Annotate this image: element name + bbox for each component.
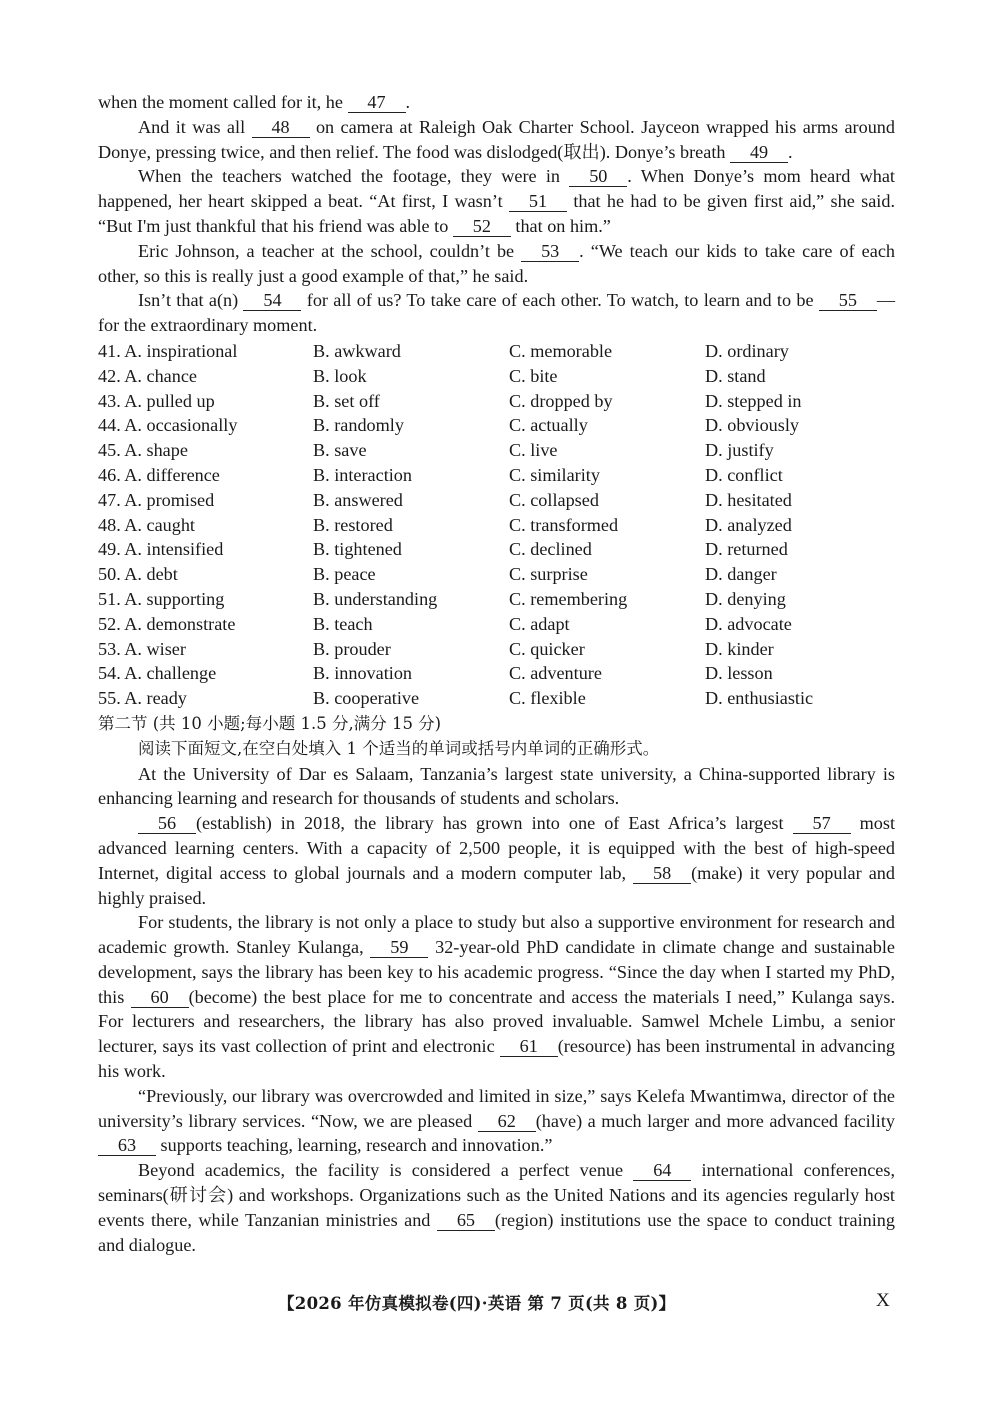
passage-text: international conferences, seminars(研讨会) and workshops. Organizations such as the United Nations and its agencies regularly host events there, while Tanzanian ministries and	[98, 1160, 895, 1230]
option-a[interactable]	[98, 612, 313, 637]
answer-blank-55[interactable]: 55	[819, 291, 877, 311]
answer-blank-62[interactable]: 62	[478, 1112, 536, 1132]
exam-page	[98, 90, 895, 1257]
answer-blank-51[interactable]: 51	[509, 192, 567, 212]
option-d[interactable]: D. advocate	[705, 613, 792, 634]
option-b[interactable]: B. set off	[313, 390, 380, 411]
option-b[interactable]: B. innovation	[313, 663, 413, 684]
option-c[interactable]: C. flexible	[509, 688, 586, 709]
question-row-43	[98, 389, 895, 414]
passage-text: And it was all	[138, 116, 252, 137]
passage-text: For students, the library is not only a place to study but also a supportive environment for research and academic growth. Stanley Kulanga,	[98, 912, 895, 958]
option-c[interactable]: C. quicker	[509, 638, 585, 659]
option-b[interactable]: B. look	[313, 365, 367, 386]
option-c[interactable]: C. adventure	[509, 663, 602, 684]
option-b[interactable]: B. peace	[313, 564, 376, 585]
question-row-52	[98, 612, 895, 637]
passage-text: At the University of Dar es Salaam, Tanzania’s largest state university, a China-supported library is enhancing learning and research for thousands of students and scholars.	[98, 763, 895, 809]
option-c[interactable]: C. similarity	[509, 464, 600, 485]
page-footer	[0, 1290, 992, 1316]
passage-text: (establish) in 2018, the library has grown into one of East Africa’s largest	[196, 813, 793, 834]
question-number: 52.	[98, 613, 121, 634]
answer-blank-47[interactable]: 47	[348, 93, 406, 113]
passage-paragraph	[98, 164, 895, 238]
question-row-47	[98, 488, 895, 513]
option-text: A. ready	[124, 688, 187, 709]
option-d[interactable]: D. stand	[705, 365, 766, 386]
option-c[interactable]: C. actually	[509, 415, 588, 436]
question-row-44	[98, 413, 895, 438]
answer-blank-54[interactable]: 54	[243, 291, 301, 311]
answer-blank-61[interactable]: 61	[500, 1037, 558, 1057]
passage-text: Beyond academics, the facility is considered a perfect venue	[138, 1160, 634, 1181]
option-c[interactable]: C. transformed	[509, 514, 619, 535]
option-c[interactable]: C. bite	[509, 365, 558, 386]
answer-blank-65[interactable]: 65	[437, 1211, 495, 1231]
option-c[interactable]: C. dropped by	[509, 390, 613, 411]
option-d[interactable]: D. justify	[705, 440, 774, 461]
option-b[interactable]: B. teach	[313, 613, 373, 634]
question-row-42	[98, 364, 895, 389]
passage-text: (region) institutions use the space to conduct training and dialogue.	[98, 1209, 895, 1255]
passage-text: when the moment called for it, he	[98, 92, 348, 112]
question-number: 53.	[98, 638, 121, 659]
option-d[interactable]: D. conflict	[705, 464, 783, 485]
cloze-passage	[98, 90, 895, 338]
question-row-51	[98, 587, 895, 612]
footer-version-mark: X	[876, 1290, 890, 1311]
question-row-49	[98, 537, 895, 562]
option-a[interactable]	[98, 339, 313, 364]
option-text: A. chance	[124, 365, 197, 386]
option-d[interactable]: D. ordinary	[705, 340, 789, 361]
question-number: 54.	[98, 663, 121, 684]
question-row-45	[98, 438, 895, 463]
question-row-41	[98, 339, 895, 364]
option-a[interactable]	[98, 587, 313, 612]
option-b[interactable]: B. randomly	[313, 415, 404, 436]
question-number: 48.	[98, 514, 121, 535]
option-a[interactable]	[98, 513, 313, 538]
option-d[interactable]: D. obviously	[705, 415, 799, 436]
option-text: A. supporting	[124, 588, 225, 609]
option-d[interactable]: D. denying	[705, 588, 786, 609]
passage-text: supports teaching, learning, research and innovation.”	[156, 1135, 553, 1156]
question-number: 41.	[98, 340, 121, 361]
question-number: 46.	[98, 464, 121, 485]
option-a[interactable]	[98, 413, 313, 438]
passage-text: . “We teach our kids to take care of each other, so this is really just a good example of that,” he said.	[98, 240, 895, 286]
passage-text: Isn’t that a(n)	[138, 290, 244, 311]
answer-blank-48[interactable]: 48	[252, 118, 310, 138]
option-text: A. demonstrate	[124, 613, 236, 634]
question-row-46	[98, 463, 895, 488]
question-number: 49.	[98, 539, 121, 560]
passage-text: . When Donye’s mom heard what happened, her heart skipped a beat. “At first, I wasn’t	[98, 166, 895, 212]
option-b[interactable]: B. restored	[313, 514, 393, 535]
option-d[interactable]: D. enthusiastic	[705, 688, 814, 709]
section-two-instruction: 阅读下面短文,在空白处填入 1 个适当的单词或括号内单词的正确形式。	[138, 738, 660, 758]
answer-blank-64[interactable]: 64	[633, 1161, 691, 1181]
passage-text: When the teachers watched the footage, they were in	[138, 166, 570, 187]
answer-blank-53[interactable]: 53	[521, 242, 579, 262]
passage-text: most advanced learning centers. With a capacity of 2,500 people, it is equipped with the best of high-speed Internet, digital access to global journals and a modern computer lab,	[98, 813, 895, 883]
passage-text: that he had to be given first aid,” she said. “But I'm just thankful that his friend was able to	[98, 191, 895, 236]
question-number: 50.	[98, 564, 121, 585]
option-d[interactable]: D. kinder	[705, 638, 774, 659]
option-c[interactable]: C. collapsed	[509, 489, 599, 510]
passage-paragraph	[98, 288, 895, 338]
option-a[interactable]	[98, 537, 313, 562]
option-a[interactable]	[98, 364, 313, 389]
option-b[interactable]: B. awkward	[313, 340, 401, 361]
question-number: 42.	[98, 365, 121, 386]
question-number: 47.	[98, 489, 121, 510]
option-text: A. shape	[124, 440, 188, 461]
option-d[interactable]: D. danger	[705, 564, 777, 585]
question-row-53	[98, 637, 895, 662]
passage-text: .	[788, 141, 793, 162]
question-number: 45.	[98, 440, 121, 461]
question-row-54	[98, 661, 895, 686]
option-d[interactable]: D. stepped in	[705, 390, 802, 411]
passage-text: “Previously, our library was overcrowded and limited in size,” says Kelefa Mwantimwa, director of the university’s library services. “Now, we are pleased	[98, 1085, 895, 1131]
passage-paragraph	[98, 910, 895, 1084]
passage-text: that on him.”	[510, 215, 611, 236]
option-a[interactable]	[98, 488, 313, 513]
option-a[interactable]	[98, 562, 313, 587]
passage-text: (make) it very popular and highly praised.	[98, 862, 895, 908]
option-b[interactable]: B. interaction	[313, 464, 412, 485]
answer-blank-52[interactable]: 52	[453, 217, 511, 237]
option-a[interactable]	[98, 463, 313, 488]
passage-text: (become) the best place for me to concentrate and access the materials I need,” Kulanga says. For lecturers and researchers, the library has also proved invaluable. Samwel Mchele Limbu, a senior lecturer, says its vast collection of print and electronic	[98, 986, 896, 1057]
option-d[interactable]: D. analyzed	[705, 514, 792, 535]
option-c[interactable]: C. memorable	[509, 340, 613, 361]
option-text: A. pulled up	[124, 390, 215, 411]
option-a[interactable]	[98, 637, 313, 662]
passage-text: for all of us? To take care of each other. To watch, to learn and to be	[301, 290, 819, 311]
option-b[interactable]: B. save	[313, 440, 367, 461]
passage-text: Eric Johnson, a teacher at the school, couldn’t be	[138, 240, 522, 261]
passage-text: on camera at Raleigh Oak Charter School. Jayceon wrapped his arms around Donye, pressing twice, and then relief. The food was dislodged(取出). Donye’s breath	[98, 116, 895, 162]
option-c[interactable]: C. declined	[509, 539, 592, 560]
passage-paragraph	[98, 1084, 895, 1158]
option-a[interactable]	[98, 686, 313, 711]
option-d[interactable]: D. returned	[705, 539, 788, 560]
passage-paragraph	[98, 762, 895, 812]
grammar-fill-passage	[98, 762, 895, 1258]
option-a[interactable]	[98, 438, 313, 463]
question-row-48	[98, 513, 895, 538]
passage-text: 32-year-old PhD candidate in climate change and sustainable development, says the library has been key to his academic progress. “Since the day when I started my PhD, this	[98, 937, 895, 1007]
option-b[interactable]: B. answered	[313, 489, 403, 510]
passage-paragraph	[98, 1158, 895, 1257]
option-text: A. occasionally	[124, 415, 238, 436]
option-b[interactable]: B. understanding	[313, 588, 438, 609]
answer-blank-50[interactable]: 50	[569, 167, 627, 187]
passage-paragraph	[98, 811, 895, 910]
option-a[interactable]	[98, 389, 313, 414]
answer-blank-60[interactable]: 60	[131, 988, 189, 1008]
option-text: A. wiser	[124, 638, 186, 659]
option-text: A. difference	[124, 464, 220, 485]
passage-text: —for the extraordinary moment.	[98, 290, 896, 336]
answer-blank-56[interactable]: 56	[138, 814, 196, 834]
option-text: A. inspirational	[124, 340, 238, 361]
question-number: 44.	[98, 415, 121, 436]
option-b[interactable]: B. tightened	[313, 539, 402, 560]
question-number: 55.	[98, 688, 121, 709]
option-text: A. challenge	[124, 663, 217, 684]
question-row-55	[98, 686, 895, 711]
option-text: A. caught	[124, 514, 195, 535]
answer-blank-57[interactable]: 57	[793, 814, 851, 834]
section-two-title: 第二节 (共 10 小题;每小题 1.5 分,满分 15 分)	[98, 713, 442, 733]
option-text: A. promised	[124, 489, 215, 510]
question-row-50	[98, 562, 895, 587]
option-c[interactable]: C. adapt	[509, 613, 570, 634]
answer-blank-63[interactable]: 63	[98, 1136, 156, 1156]
option-b[interactable]: B. prouder	[313, 638, 391, 659]
passage-paragraph	[98, 239, 895, 289]
answer-blank-58[interactable]: 58	[633, 864, 691, 884]
question-number: 43.	[98, 390, 121, 411]
cloze-options-table	[98, 339, 895, 711]
answer-blank-49[interactable]: 49	[730, 143, 788, 163]
option-b[interactable]: B. cooperative	[313, 688, 420, 709]
passage-text: (have) a much larger and more advanced facility	[535, 1110, 895, 1131]
option-c[interactable]: C. remembering	[509, 588, 628, 609]
question-number: 51.	[98, 588, 121, 609]
option-c[interactable]: C. surprise	[509, 564, 588, 585]
passage-paragraph	[98, 90, 895, 115]
passage-text: .	[405, 92, 411, 112]
passage-text: (resource) has been instrumental in advancing his work.	[98, 1036, 896, 1082]
option-d[interactable]: D. hesitated	[705, 489, 792, 510]
option-text: A. debt	[124, 564, 178, 585]
option-a[interactable]	[98, 661, 313, 686]
option-d[interactable]: D. lesson	[705, 663, 773, 684]
footer-page-info: 【2026 年仿真模拟卷(四)·英语 第 7 页(共 8 页)】	[278, 1294, 676, 1313]
answer-blank-59[interactable]: 59	[370, 938, 428, 958]
option-text: A. intensified	[124, 539, 224, 560]
passage-paragraph	[98, 115, 895, 165]
option-c[interactable]: C. live	[509, 440, 558, 461]
